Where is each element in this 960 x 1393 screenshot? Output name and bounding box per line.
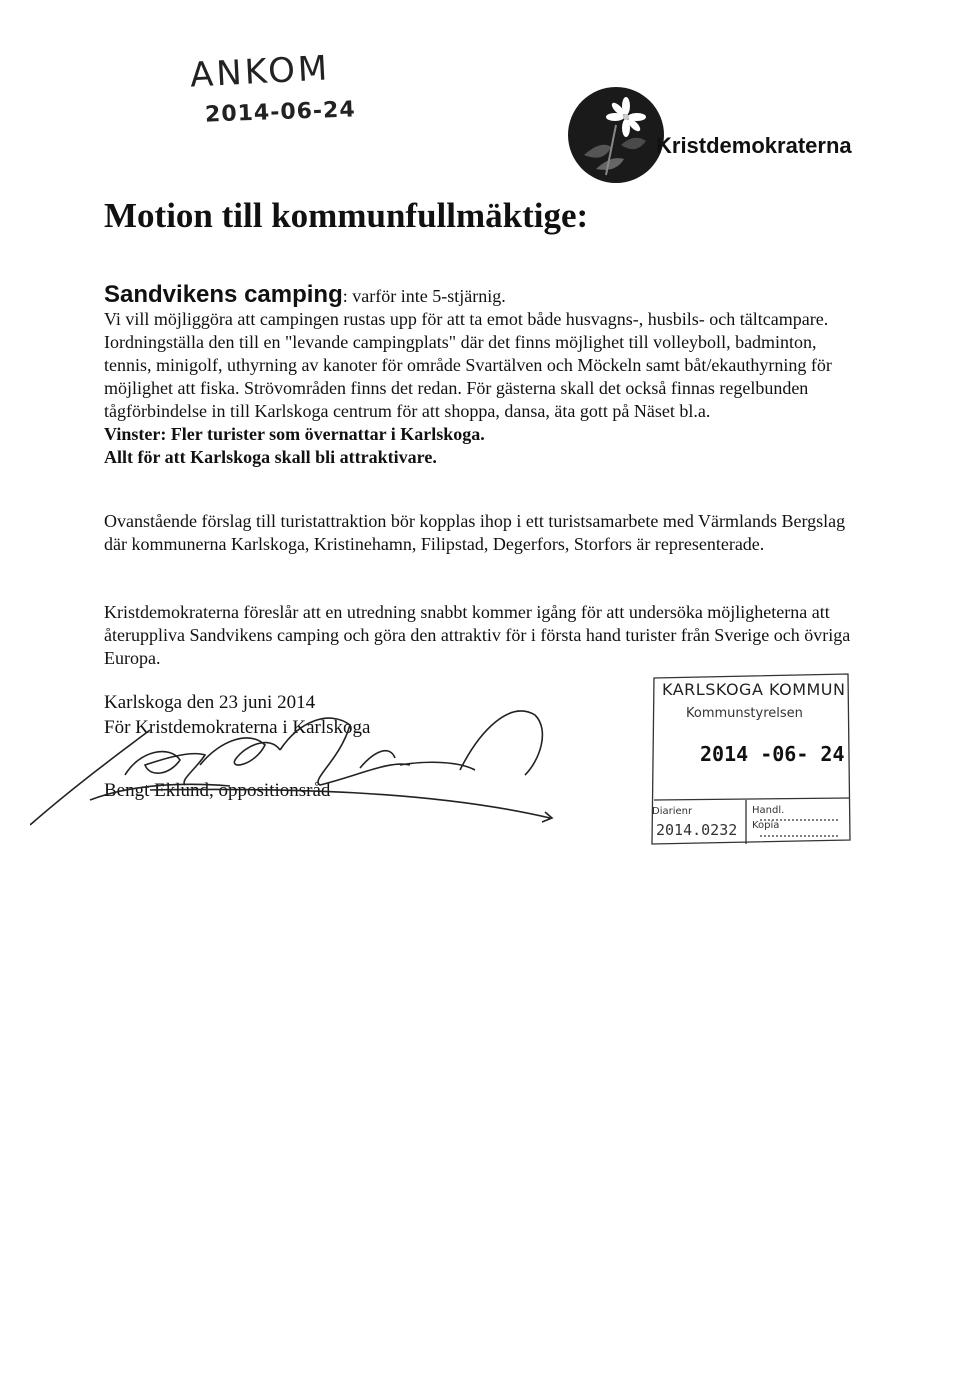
received-stamp-date: 2014 -06- 24: [700, 742, 845, 766]
motion-heading-line: [104, 283, 864, 308]
handl-label: Handl.: [752, 805, 785, 816]
motion-heading: Sandvikens camping: [104, 281, 343, 308]
ankom-stamp: ANKOM: [189, 48, 332, 96]
closing-place-date: Karlskoga den 23 juni 2014: [104, 692, 316, 713]
motion-paragraph-2: Ovanstående förslag till turistattraktion bör kopplas ihop i ett turistsamarbete med Värmlands Bergslag där kommunerna Karlskoga, Kristinehamn, Filipstad, Degerfors, Storfors är representerade.: [104, 511, 846, 554]
closing-for-party: För Kristdemokraterna i Karlskoga: [104, 717, 371, 738]
diarienr-label: Diarienr: [652, 806, 693, 817]
signer-name: Bengt Eklund, oppositionsråd: [104, 780, 331, 801]
document-title: Motion till kommunfullmäktige:: [104, 196, 589, 235]
motion-section: [104, 283, 864, 469]
diarienr-value: 2014.0232: [656, 821, 738, 839]
organization-name: Kristdemokraterna: [656, 133, 852, 158]
motion-vinster: Vinster: Fler turister som övernattar i Karlskoga.: [104, 424, 485, 444]
motion-heading-rest: : varför inte 5-stjärnig.: [342, 286, 506, 306]
motion-paragraph-3: Kristdemokraterna föreslår att en utredning snabbt kommer igång för att undersöka möjligheterna att återuppliva Sandvikens camping och göra den attraktiv för i första hand turister från Sverige och övriga Europa.: [104, 602, 851, 668]
flower-logo-icon: [566, 85, 666, 185]
received-stamp-sub: Kommunstyrelsen: [686, 706, 803, 721]
motion-attraktiv: Allt för att Karlskoga skall bli attraktivare.: [104, 447, 437, 467]
signature-scribble: [30, 690, 570, 830]
motion-paragraph-1: Vi vill möjliggöra att campingen rustas upp för att ta emot både husvagns-, husbils- och tältcampare. Iordningställa den till en "levande campingplats" där det finns möjlighet till volleyboll, badminton, tennis, minigolf, uthyrning av kanoter för område Svartälven och Möckeln samt båt/ekauthyrning för möjlighet att fiska. Strövområden finns det redan. För gästerna skall det också finnas regelbunden tågförbindelse in till Karlskoga centrum för att shoppa, dansa, äta gott på Näset bl.a.: [104, 309, 832, 421]
received-stamp-name: KARLSKOGA KOMMUN: [662, 680, 846, 699]
kopia-label: Kopia: [752, 820, 780, 831]
ankom-date: 2014-06-24: [204, 97, 357, 128]
